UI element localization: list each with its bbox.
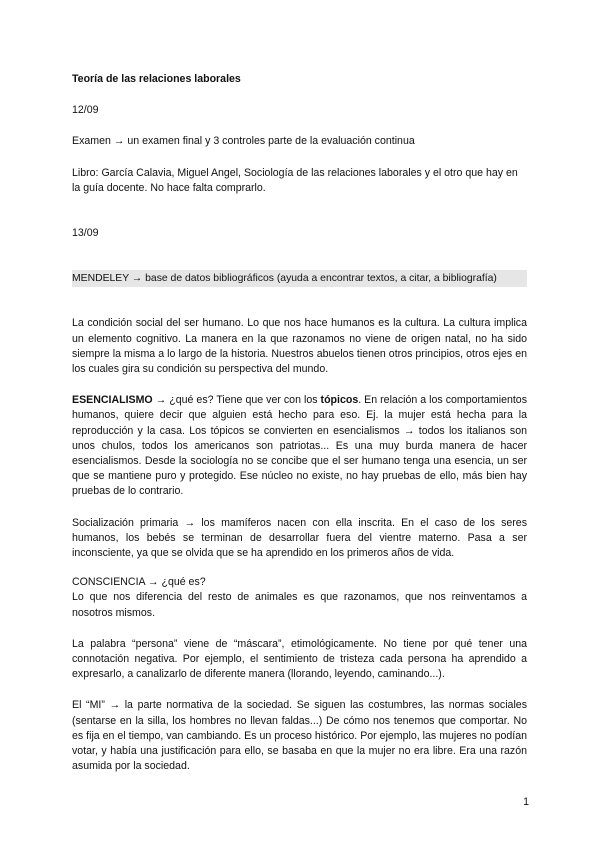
page-number: 1 (523, 796, 529, 808)
esencialismo-text-before: → ¿qué es? Tiene que ver con los (152, 394, 321, 407)
paragraph-persona: La palabra “persona” viene de “máscara”, etimológicamente. No tiene por qué tener una connotación negativa. Por ejemplo, el sentimiento de tristeza cada persona ha aprendido a expresarlo, a canalizarlo de diferente manera (llorando, leyendo, caminando...). (72, 637, 527, 681)
book-line: Libro: García Calavia, Miguel Angel, Sociología de las relaciones laborales y el otro que hay en la guía docente. No hace falta comprarlo. (72, 166, 518, 194)
esencialismo-text-after: . En relación a los comportamientos humanos, quiere decir que alguien está hecho para eso. Ej. la mujer está hecha para la reproducción y la casa. Los tópicos se convierten en esencialismos → todos los italianos son unos chulos, todos los americanos son patriotas... Es una muy burda manera de hacer esencialismos. Desde la sociología no se concibe que el ser humano tenga una esencia, un ser que se mantiene puro y protegido. Ese núcleo no existe, no hay pruebas de ello, más bien hay pruebas de lo contrario. (72, 394, 527, 498)
topicos-term: tópicos (320, 394, 359, 407)
mendeley-highlight-line (72, 270, 527, 287)
esencialismo-term: ESENCIALISMO (72, 394, 153, 407)
document-title: Teoría de las relaciones laborales (72, 73, 241, 85)
exam-line: Examen → un examen final y 3 controles parte de la evaluación continua (72, 135, 415, 148)
consciencia-heading: CONSCIENCIA → ¿qué es? (72, 576, 206, 589)
date-heading-1: 12/09 (72, 104, 99, 117)
consciencia-text: Lo que nos diferencia del resto de animales es que razonamos, que nos reinventamos a nosotros mismos. (72, 591, 527, 619)
document-body (72, 72, 527, 775)
paragraph-condicion-social: La condición social del ser humano. Lo que nos hace humanos es la cultura. La cultura implica un elemento cognitivo. La manera en la que razonamos no viene de origen natal, no ha sido siempre la misma a lo largo de la historia. Nuestros abuelos tienen otros principios, otros ejes en los cuales gira su condición su perspectiva del mundo. (72, 317, 527, 376)
paragraph-esencialismo (72, 393, 527, 499)
mendeley-text: MENDELEY → base de datos bibliográficos (ayuda a encontrar textos, a citar, a bibliografía) (72, 270, 527, 287)
date-heading-2: 13/09 (72, 227, 99, 240)
paragraph-socializacion: Socialización primaria → los mamíferos nacen con ella inscrita. En el caso de los seres humanos, los bebés se terminan de desarrollar fuera del vientre materno. Pasa a ser inconsciente, ya que se olvida que se ha aprendido en los primeros años de vida. (72, 516, 527, 560)
paragraph-mi: El “MI” → la parte normativa de la sociedad. Se siguen las costumbres, las normas sociales (sentarse en la silla, los hombres no llevan faldas...) De cómo nos tenemos que comportar. No es fija en el tiempo, van cambiando. Es un proceso histórico. Por ejemplo, las mujeres no podían votar, y había una justificación para ello, se basaba en que la mujer no era libre. Era una razón asumida por la sociedad. (72, 699, 527, 773)
